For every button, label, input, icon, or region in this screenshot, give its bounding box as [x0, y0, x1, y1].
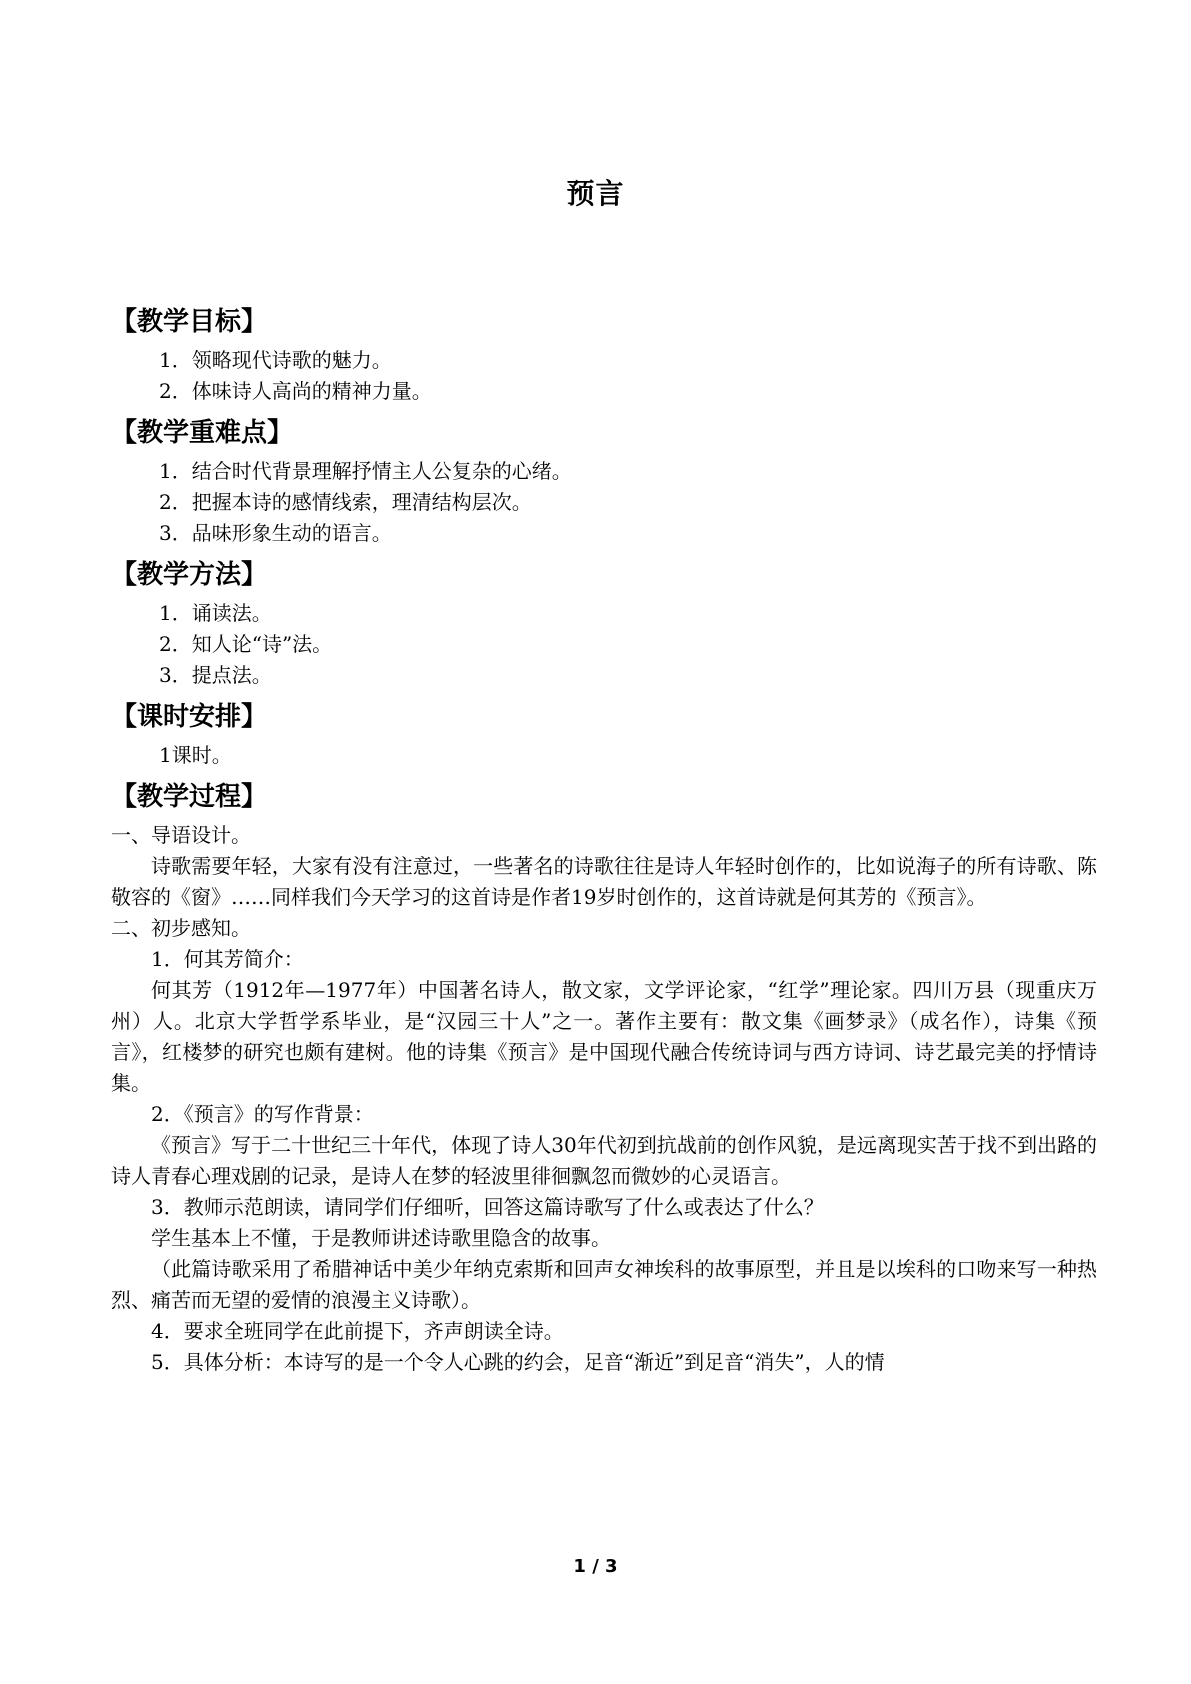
process-paragraph: 5．具体分析：本诗写的是一个令人心跳的约会，足音“渐近”到足音“消失”，人的情 — [151, 1350, 885, 1374]
process-paragraph: （此篇诗歌采用了希腊神话中美少年纳克索斯和回声女神埃科的故事原型，并且是以埃科的口吻来写一种热烈、痛苦而无望的爱情的浪漫主义诗歌）。 — [111, 1257, 1097, 1312]
goal-item: 1．领略现代诗歌的魅力。 — [159, 348, 392, 372]
page-number: 1 / 3 — [573, 1556, 618, 1577]
process-paragraph: 3．教师示范朗读，请同学们仔细听，回答这篇诗歌写了什么或表达了什么？ — [151, 1195, 824, 1219]
section-heading-process: 【教学过程】 — [111, 782, 268, 812]
method-item: 2．知人论“诗”法。 — [159, 632, 333, 656]
section-heading-key-points: 【教学重难点】 — [111, 418, 294, 448]
process-paragraph: 学生基本上不懂，于是教师讲述诗歌里隐含的故事。 — [151, 1226, 611, 1250]
method-item: 3．提点法。 — [159, 663, 272, 687]
process-paragraph: 1．何其芳简介： — [151, 947, 304, 971]
key-point-item: 2．把握本诗的感情线索，理清结构层次。 — [159, 490, 532, 514]
goal-item: 2．体味诗人高尚的精神力量。 — [159, 379, 432, 403]
process-paragraph: 4．要求全班同学在此前提下，齐声朗读全诗。 — [151, 1319, 564, 1343]
document-body — [111, 305, 1097, 1378]
process-paragraph: 一、导语设计。 — [111, 823, 251, 847]
process-paragraph: 诗歌需要年轻，大家有没有注意过，一些著名的诗歌往往是诗人年轻时创作的，比如说海子的所有诗歌、陈敬容的《窗》……同样我们今天学习的这首诗是作者19岁时创作的，这首诗就是何其芳的《预言》。 — [111, 854, 1097, 909]
section-heading-methods: 【教学方法】 — [111, 560, 268, 590]
key-point-item: 1．结合时代背景理解抒情主人公复杂的心绪。 — [159, 459, 572, 483]
key-point-item: 3．品味形象生动的语言。 — [159, 521, 392, 545]
process-paragraph: 何其芳（1912年—1977年）中国著名诗人，散文家，文学评论家，“红学”理论家。四川万县（现重庆万州）人。北京大学哲学系毕业，是“汉园三十人”之一。著作主要有：散文集《画梦录》（成名作），诗集《预言》，红楼梦的研究也颇有建树。他的诗集《预言》是中国现代融合传统诗词与西方诗词、诗艺最完美的抒情诗集。 — [111, 978, 1097, 1095]
section-heading-schedule: 【课时安排】 — [111, 702, 268, 732]
process-paragraph: 2．《预言》的写作背景： — [151, 1102, 374, 1126]
schedule-item: 1课时。 — [159, 743, 232, 767]
process-paragraph: 《预言》写于二十世纪三十年代，体现了诗人30年代初到抗战前的创作风貌，是远离现实苦于找不到出路的诗人青春心理戏剧的记录，是诗人在梦的轻波里徘徊飘忽而微妙的心灵语言。 — [111, 1133, 1097, 1188]
document-title: 预言 — [566, 177, 625, 210]
process-paragraph: 二、初步感知。 — [111, 916, 251, 940]
method-item: 1．诵读法。 — [159, 601, 272, 625]
section-heading-goals: 【教学目标】 — [111, 307, 268, 337]
